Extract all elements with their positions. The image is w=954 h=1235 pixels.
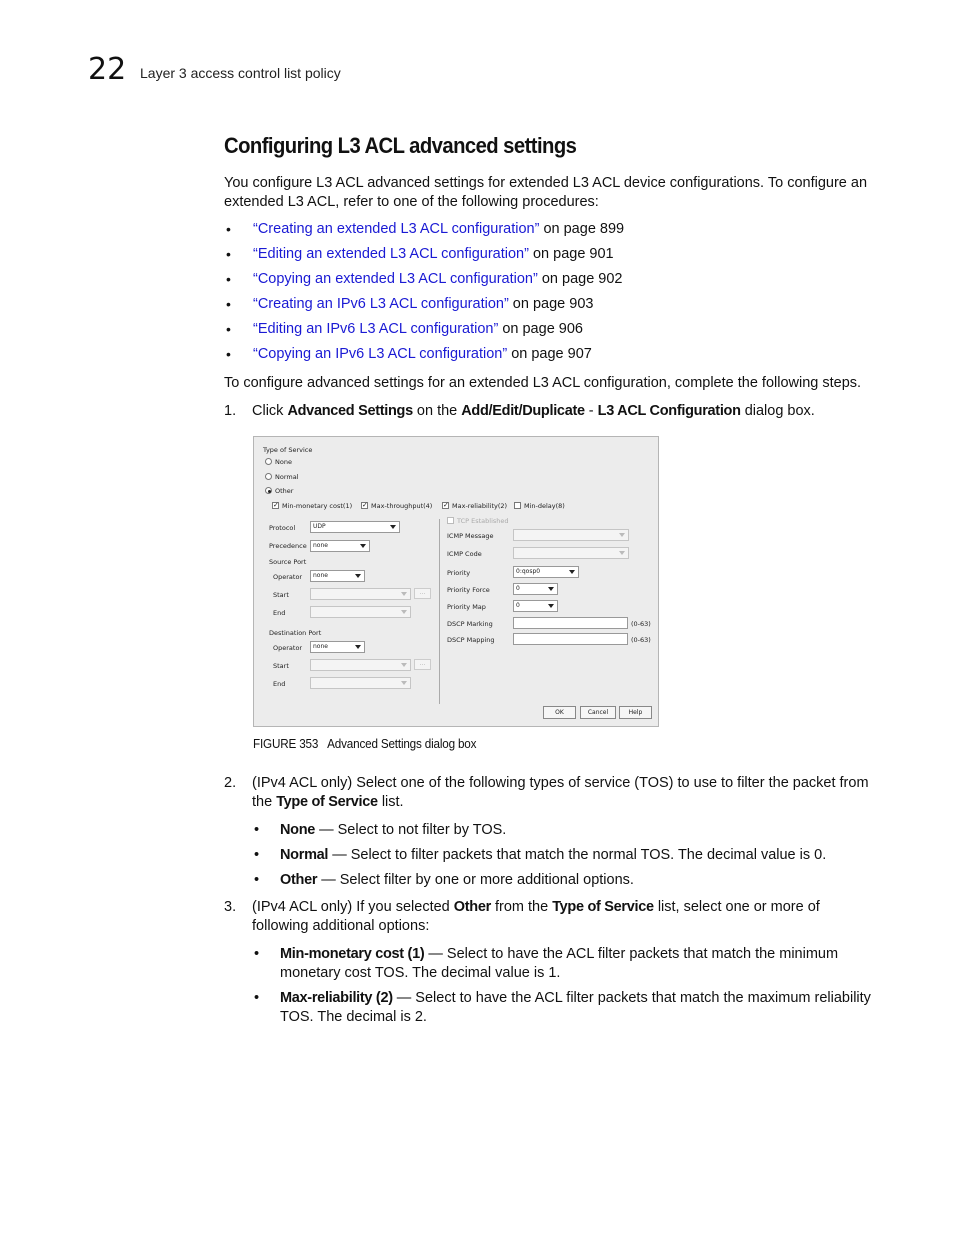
dst-start-label: Start bbox=[273, 662, 289, 670]
tcp-established-label: TCP Established bbox=[457, 517, 509, 525]
src-end-label: End bbox=[273, 609, 286, 617]
precedence-label: Precedence bbox=[269, 542, 307, 550]
figure-text: Advanced Settings dialog box bbox=[327, 736, 477, 751]
list-item: • Min-monetary cost (1) — Select to have the ACL filter packets that match the minimum monetary cost TOS. The decimal value is 1. bbox=[254, 946, 839, 981]
procedure-link[interactable]: “Creating an IPv6 L3 ACL configuration” bbox=[253, 296, 509, 312]
page-reference: on page 906 bbox=[498, 321, 583, 337]
radio-none[interactable] bbox=[265, 458, 272, 465]
chapter-number: 22 bbox=[88, 52, 127, 87]
radio-other-label: Other bbox=[275, 487, 294, 495]
steps-intro: To configure advanced settings for an extended L3 ACL configuration, complete the following steps. bbox=[224, 375, 862, 391]
chevron-down-icon bbox=[399, 678, 410, 688]
list-item: • Normal — Select to filter packets that match the normal TOS. The decimal value is 0. bbox=[254, 847, 827, 863]
radio-normal-label: Normal bbox=[275, 473, 299, 481]
step-2 bbox=[224, 774, 879, 812]
protocol-label: Protocol bbox=[269, 524, 296, 532]
dst-start-ellipsis-button[interactable]: ... bbox=[414, 659, 431, 670]
checkbox-max-throughput[interactable]: ✓ bbox=[362, 501, 368, 509]
icmp-code-label: ICMP Code bbox=[447, 550, 482, 558]
list-item: • None — Select to not filter by TOS. bbox=[254, 822, 507, 838]
checkbox-max-reliability-label: Max-reliability(2) bbox=[452, 502, 508, 510]
src-operator-label: Operator bbox=[273, 573, 303, 581]
procedure-list bbox=[224, 219, 624, 369]
chevron-down-icon bbox=[353, 571, 364, 581]
list-item: • “Creating an extended L3 ACL configuration” on page 899 bbox=[226, 221, 625, 237]
dscp-marking-range: (0-63) bbox=[631, 620, 651, 628]
section-title: Configuring L3 ACL advanced settings bbox=[224, 133, 577, 158]
dst-end-field[interactable] bbox=[310, 677, 411, 689]
checkbox-min-monetary-label: Min-monetary cost(1) bbox=[282, 502, 353, 510]
priority-map-select[interactable]: 0 bbox=[513, 600, 558, 612]
page-reference: on page 901 bbox=[528, 246, 614, 262]
cancel-button[interactable]: Cancel bbox=[580, 706, 616, 719]
chevron-down-icon bbox=[388, 522, 399, 532]
priority-map-label: Priority Map bbox=[447, 603, 486, 611]
page-reference: on page 907 bbox=[507, 346, 592, 362]
icmp-message-select[interactable] bbox=[513, 529, 629, 541]
procedure-link[interactable]: “Creating an extended L3 ACL configuration” bbox=[253, 221, 540, 237]
checkbox-max-reliability[interactable]: ✓ bbox=[443, 501, 449, 509]
step-number: 1. bbox=[224, 403, 237, 419]
column-divider bbox=[439, 519, 440, 704]
page-reference: on page 899 bbox=[539, 221, 625, 237]
ok-button[interactable]: OK bbox=[543, 706, 576, 719]
checkbox-max-throughput-label: Max-throughput(4) bbox=[371, 502, 433, 510]
additional-options-list bbox=[252, 945, 872, 1033]
list-item: • “Copying an extended L3 ACL configuration” on page 902 bbox=[226, 271, 623, 287]
step-text: (IPv4 ACL only) If you selected Other from the Type of Service list, select one or more of following additional options: bbox=[252, 899, 820, 934]
page-reference: on page 902 bbox=[537, 271, 623, 287]
chevron-down-icon bbox=[353, 642, 364, 652]
step-number: 3. bbox=[224, 899, 237, 915]
procedure-link[interactable]: “Editing an extended L3 ACL configuration” bbox=[253, 246, 529, 262]
dscp-marking-field[interactable] bbox=[513, 617, 628, 629]
radio-normal[interactable] bbox=[265, 473, 272, 480]
src-end-field[interactable] bbox=[310, 606, 411, 618]
tos-label: Type of Service bbox=[263, 446, 313, 454]
step-3 bbox=[224, 898, 879, 936]
procedure-link[interactable]: “Editing an IPv6 L3 ACL configuration” bbox=[253, 321, 499, 337]
checkbox-min-delay[interactable] bbox=[514, 502, 521, 509]
checkbox-min-delay-label: Min-delay(8) bbox=[524, 502, 565, 510]
dscp-mapping-field[interactable] bbox=[513, 633, 628, 645]
dscp-mapping-label: DSCP Mapping bbox=[447, 636, 495, 644]
chapter-title: Layer 3 access control list policy bbox=[140, 65, 341, 81]
precedence-select[interactable]: none bbox=[310, 540, 370, 552]
step-1 bbox=[224, 402, 879, 421]
radio-other[interactable] bbox=[265, 487, 272, 494]
protocol-select[interactable]: UDP bbox=[310, 521, 400, 533]
priority-force-label: Priority Force bbox=[447, 586, 490, 594]
checkbox-tcp-established[interactable] bbox=[447, 517, 454, 524]
chevron-down-icon bbox=[546, 584, 557, 594]
dst-end-label: End bbox=[273, 680, 286, 688]
list-item: • “Editing an extended L3 ACL configuration” on page 901 bbox=[226, 246, 614, 262]
advanced-settings-dialog bbox=[253, 436, 659, 727]
src-start-label: Start bbox=[273, 591, 289, 599]
checkbox-min-monetary[interactable]: ✓ bbox=[273, 501, 279, 509]
figure-label: FIGURE 353 bbox=[253, 736, 319, 751]
list-item: • Max-reliability (2) — Select to have the ACL filter packets that match the maximum reliability TOS. The decimal is 2. bbox=[254, 990, 871, 1025]
dst-operator-label: Operator bbox=[273, 644, 303, 652]
intro-paragraph: You configure L3 ACL advanced settings for extended L3 ACL device configurations. To configure an extended L3 ACL, refer to one of the following procedures: bbox=[224, 175, 868, 210]
priority-label: Priority bbox=[447, 569, 471, 577]
chevron-down-icon bbox=[546, 601, 557, 611]
chevron-down-icon bbox=[567, 567, 578, 577]
tos-options-list bbox=[252, 821, 872, 896]
radio-none-label: None bbox=[275, 458, 292, 466]
chevron-down-icon bbox=[399, 607, 410, 617]
src-start-ellipsis-button[interactable]: ... bbox=[414, 588, 431, 599]
dest-port-label: Destination Port bbox=[269, 629, 322, 637]
priority-select[interactable]: 0:qosp0 bbox=[513, 566, 579, 578]
procedure-link[interactable]: “Copying an extended L3 ACL configuration” bbox=[253, 271, 538, 287]
chevron-down-icon bbox=[617, 530, 628, 540]
dscp-marking-label: DSCP Marking bbox=[447, 620, 493, 628]
list-item: • “Creating an IPv6 L3 ACL configuration” on page 903 bbox=[226, 296, 594, 312]
list-item: • “Editing an IPv6 L3 ACL configuration” on page 906 bbox=[226, 321, 583, 337]
src-operator-select[interactable]: none bbox=[310, 570, 365, 582]
chevron-down-icon bbox=[399, 589, 410, 599]
figure-caption bbox=[253, 736, 476, 751]
chevron-down-icon bbox=[617, 548, 628, 558]
source-port-label: Source Port bbox=[269, 558, 307, 566]
chevron-down-icon bbox=[399, 660, 410, 670]
dst-operator-select[interactable]: none bbox=[310, 641, 365, 653]
icmp-message-label: ICMP Message bbox=[447, 532, 494, 540]
step-text: (IPv4 ACL only) Select one of the following types of service (TOS) to use to filter the packet from the Type of Service list. bbox=[252, 775, 869, 810]
dst-start-field[interactable] bbox=[310, 659, 411, 671]
help-button[interactable]: Help bbox=[619, 706, 652, 719]
dscp-mapping-range: (0-63) bbox=[631, 636, 651, 644]
procedure-link[interactable]: “Copying an IPv6 L3 ACL configuration” bbox=[253, 346, 508, 362]
icmp-code-select[interactable] bbox=[513, 547, 629, 559]
step-text: Click Advanced Settings on the Add/Edit/Duplicate - L3 ACL Configuration dialog box. bbox=[252, 403, 815, 419]
list-item: • Other — Select filter by one or more additional options. bbox=[254, 872, 634, 888]
step-number: 2. bbox=[224, 775, 237, 791]
list-item: • “Copying an IPv6 L3 ACL configuration” on page 907 bbox=[226, 346, 592, 362]
chevron-down-icon bbox=[358, 541, 369, 551]
priority-force-select[interactable]: 0 bbox=[513, 583, 558, 595]
src-start-field[interactable] bbox=[310, 588, 411, 600]
page-reference: on page 903 bbox=[508, 296, 594, 312]
